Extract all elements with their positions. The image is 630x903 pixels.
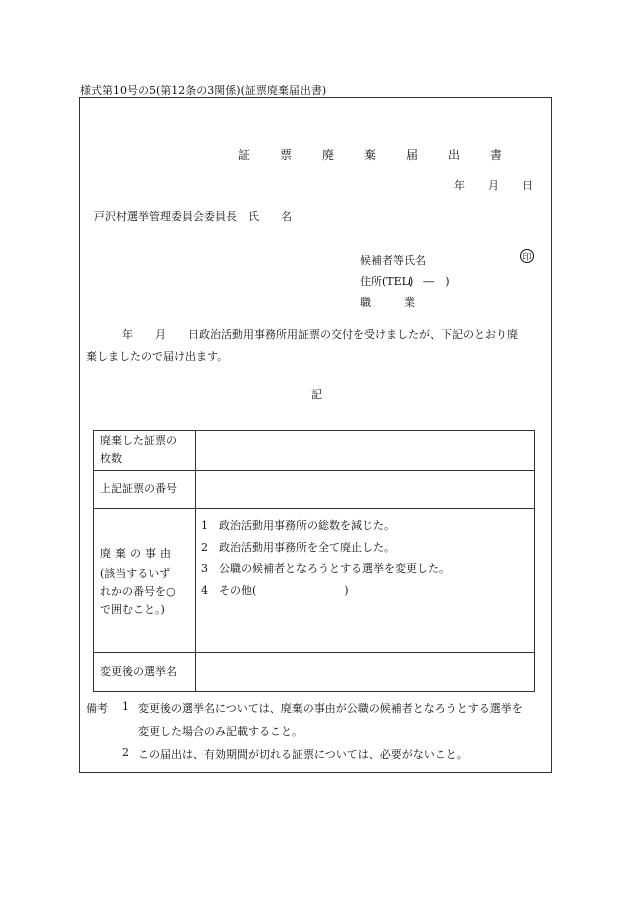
note-mark: 記 <box>311 388 322 401</box>
tel-field: ( ― ) <box>408 275 450 288</box>
remark-2-number: 2 <box>122 746 129 759</box>
candidate-name-label: 候補者等氏名 <box>360 254 426 267</box>
row-new-election-label: 変更後の選挙名 <box>100 665 177 678</box>
document-title: 証 票 廃 棄 届 出 書 <box>238 148 512 162</box>
row-certificate-number-label: 上記証票の番号 <box>100 482 177 495</box>
detail-table <box>93 430 535 692</box>
date-year: 年 <box>454 179 465 192</box>
row-reason-label: 廃棄の事由 (該当するいず れかの番号を○ で囲むこと。) <box>100 547 176 616</box>
seal-icon: 印 <box>520 249 534 263</box>
date-day: 日 <box>522 179 533 192</box>
reason-item-4: 4 その他( ) <box>201 584 349 597</box>
addressee: 戸沢村選挙管理委員会委員長 氏 名 <box>94 210 292 223</box>
table-row-divider <box>94 470 534 471</box>
row-discarded-count-label: 廃棄した証票の 枚数 <box>100 434 177 465</box>
reason-item-1: 1 政治活動用事務所の総数を減じた。 <box>201 519 395 532</box>
occupation-label: 職 業 <box>360 296 415 309</box>
table-row-divider <box>94 508 534 509</box>
table-row-divider <box>94 652 534 653</box>
address-label: 住所(TEL) <box>360 275 414 288</box>
reason-item-2: 2 政治活動用事務所を全て廃止した。 <box>201 541 395 554</box>
remarks-label: 備考 <box>86 702 108 715</box>
body-text-line-2: 棄しましたので届け出ます。 <box>86 350 229 363</box>
body-text-line-1: 年 月 日政治活動用事務所用証票の交付を受けましたが、下記のとおり廃 <box>122 328 518 341</box>
remark-1-number: 1 <box>122 700 129 713</box>
remark-1-line-1: 変更後の選挙名については、廃棄の事由が公職の候補者となろうとする選挙を <box>138 702 523 715</box>
reason-item-3: 3 公職の候補者となろうとする選挙を変更した。 <box>201 562 450 575</box>
remark-1-line-2: 変更した場合のみ記載すること。 <box>138 725 303 738</box>
date-month: 月 <box>488 179 499 192</box>
form-header: 様式第10号の5(第12条の3関係)(証票廃棄届出書) <box>80 84 327 97</box>
remark-2-text: この届出は、有効期間が切れる証票については、必要がないこと。 <box>138 748 468 761</box>
